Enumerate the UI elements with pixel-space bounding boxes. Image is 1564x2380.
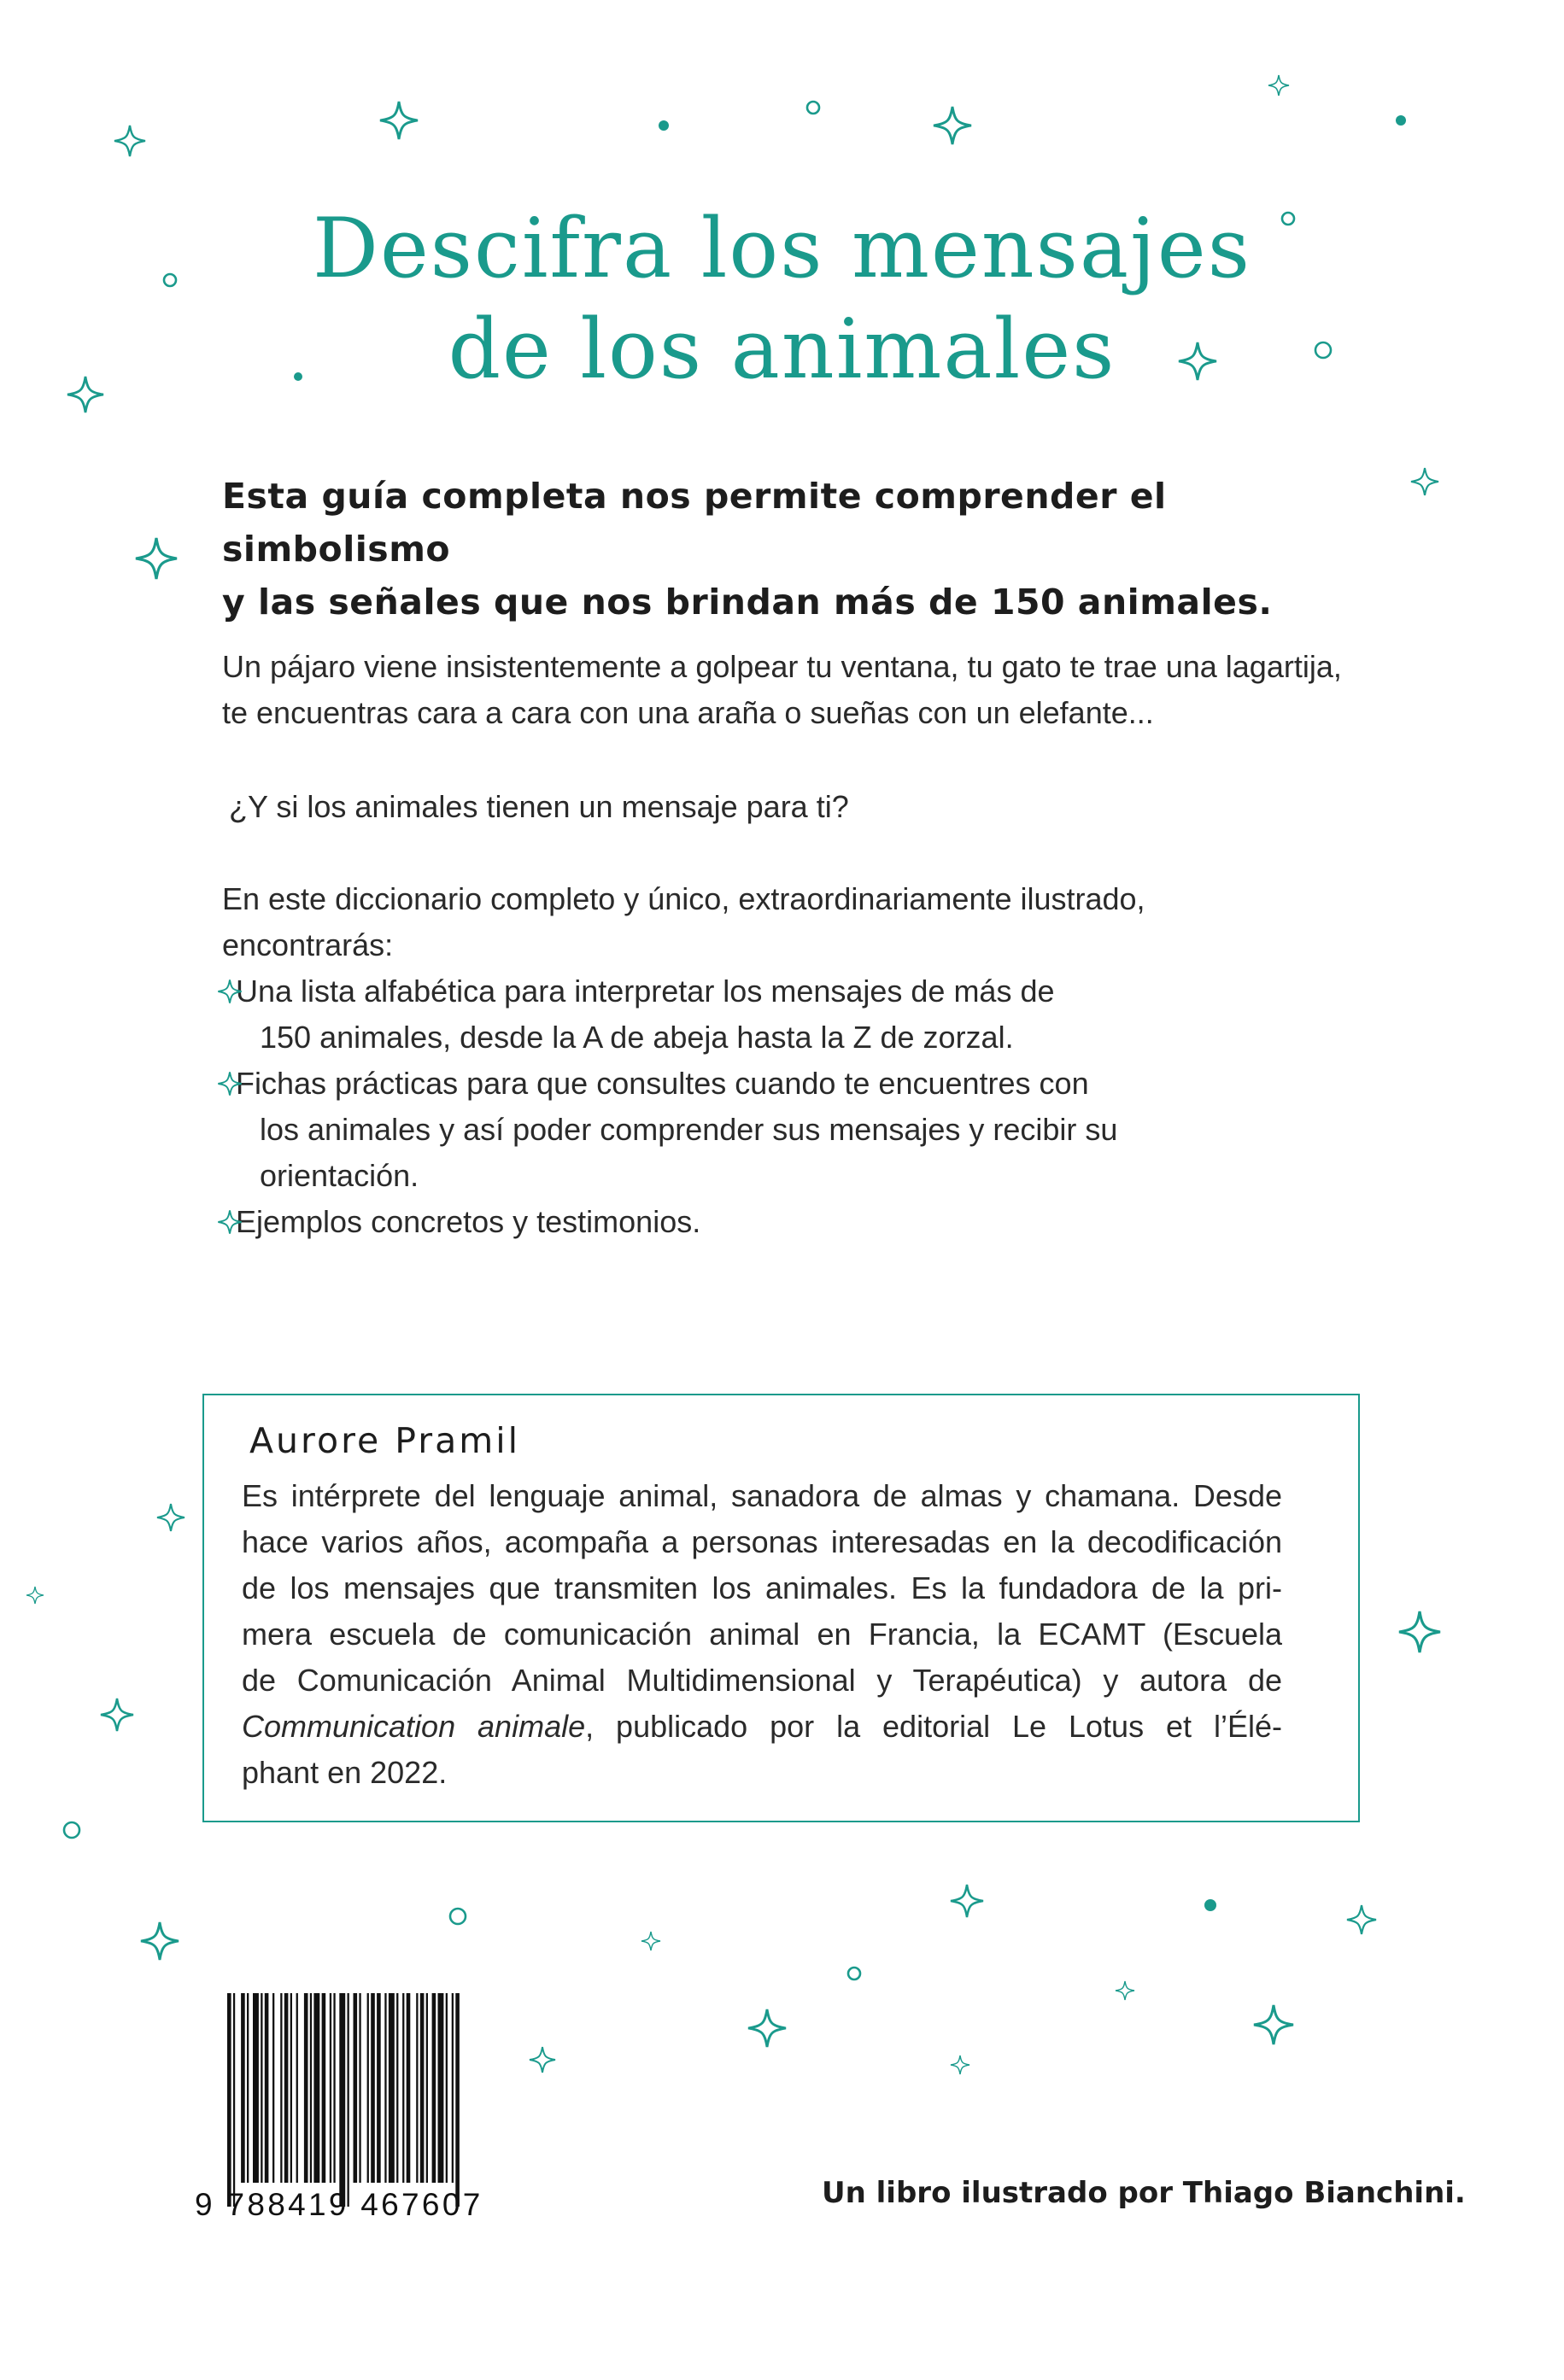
- barcode-bar: [290, 1993, 292, 2183]
- sparkle-icon: [141, 1922, 179, 1960]
- page-title: [0, 198, 1564, 400]
- lead-line-2: y las señales que nos brindan más de 150 animales.: [222, 582, 1273, 623]
- list-item: [196, 1061, 1221, 1199]
- barcode-bar: [265, 1993, 269, 2183]
- dot-icon: [1204, 1899, 1216, 1911]
- sparkle-icon: [934, 107, 971, 144]
- sparkle-icon: [217, 1071, 243, 1096]
- list-item-line: orientación.: [260, 1158, 419, 1193]
- book-title: Communication animale: [242, 1709, 586, 1744]
- barcode-bar: [446, 1993, 448, 2183]
- barcode-bar: [241, 1993, 245, 2183]
- author-bio-fragment: , publicado por la editorial Le Lotus et l’Élé-: [585, 1709, 1282, 1744]
- barcode-bar: [339, 1993, 345, 2207]
- sparkle-icon: [1399, 1611, 1440, 1652]
- sparkle-icon: [101, 1699, 133, 1731]
- barcode-bar: [261, 1993, 262, 2183]
- barcode-bar: [396, 1993, 398, 2183]
- dictionary-intro-line-2: encontrarás:: [222, 927, 394, 962]
- barcode-bar: [389, 1993, 395, 2183]
- barcode-bar: [452, 1993, 454, 2183]
- feature-list: [196, 968, 1221, 1245]
- list-item-line: 150 animales, desde la A de abeja hasta la Z de zorzal.: [260, 1020, 1014, 1055]
- barcode-bar: [233, 1993, 235, 2207]
- sparkle-icon: [380, 102, 418, 139]
- sparkle-icon: [641, 1932, 660, 1950]
- barcode-bar: [402, 1993, 404, 2183]
- dictionary-intro-line-1: En este diccionario completo y único, extraordinariamente ilustrado,: [222, 881, 1145, 916]
- barcode-bar: [371, 1993, 375, 2183]
- sparkle-icon: [26, 1587, 44, 1604]
- barcode-bar: [455, 1993, 460, 2207]
- intro-paragraph: Un pájaro viene insistentemente a golpear tu ventana, tu gato te trae una lagartija, te encuentras cara a cara con una araña o sueñas con un elefante...: [222, 649, 1342, 730]
- author-bio: [242, 1473, 1282, 1796]
- list-item: [196, 968, 1221, 1061]
- barcode-bar: [280, 1993, 282, 2183]
- list-item-line: Ejemplos concretos y testimonios.: [236, 1204, 701, 1239]
- ring-icon: [807, 102, 819, 114]
- sparkle-icon: [1254, 2005, 1293, 2044]
- author-bio-line: de Comunicación Animal Multidimensional y Terapéutica) y autora de: [242, 1663, 1282, 1698]
- barcode-bar: [247, 1993, 249, 2183]
- dictionary-intro: [222, 876, 1418, 968]
- sparkle-icon: [1116, 1981, 1134, 2000]
- sparkle-icon: [217, 1209, 243, 1235]
- sparkle-icon: [1347, 1905, 1376, 1934]
- barcode-bar: [284, 1993, 289, 2183]
- barcode-bar: [304, 1993, 308, 2183]
- barcode-bar: [438, 1993, 444, 2183]
- author-name: Aurore Pramil: [249, 1420, 520, 1461]
- barcode-bar: [377, 1993, 381, 2183]
- list-item-line: los animales y así poder comprender sus mensajes y recibir su: [260, 1112, 1118, 1147]
- author-bio-line: mera escuela de comunicación animal en Francia, la ECAMT (Escuela: [242, 1617, 1282, 1652]
- barcode-bar: [367, 1993, 369, 2183]
- dot-icon: [659, 120, 669, 131]
- ring-icon: [450, 1909, 466, 1924]
- ring-icon: [848, 1968, 860, 1979]
- barcode-bar: [227, 1993, 231, 2207]
- list-item: [196, 1199, 1221, 1245]
- author-bio-line: phant en 2022.: [242, 1755, 448, 1790]
- sparkle-icon: [748, 2009, 786, 2047]
- barcode-bar: [432, 1993, 436, 2183]
- list-item-line: Una lista alfabética para interpretar los mensajes de más de: [236, 974, 1055, 1009]
- ring-icon: [64, 1822, 79, 1838]
- dot-icon: [1396, 115, 1406, 126]
- barcode-bar: [384, 1993, 386, 2183]
- barcode-bar: [333, 1993, 335, 2183]
- title-line-1: Descifra los mensajes: [313, 201, 1251, 296]
- isbn-number: 9 788419 467607: [195, 2187, 483, 2222]
- barcode-bar: [272, 1993, 274, 2183]
- barcode-bar: [330, 1993, 331, 2183]
- sparkle-icon: [114, 126, 145, 156]
- barcode-bar: [416, 1993, 418, 2183]
- sparkle-icon: [136, 538, 177, 579]
- barcode-bar: [296, 1993, 298, 2183]
- lead-text: [222, 470, 1401, 629]
- barcode-bar: [354, 1993, 358, 2183]
- sparkle-icon: [157, 1504, 185, 1531]
- barcode-bar: [313, 1993, 319, 2183]
- list-item-line: Fichas prácticas para que consultes cuando te encuentres con: [236, 1066, 1089, 1101]
- barcode-bar: [253, 1993, 259, 2183]
- barcode-bar: [407, 1993, 411, 2183]
- illustrator-credit: Un libro ilustrado por Thiago Bianchini.: [822, 2176, 1466, 2210]
- sparkle-icon: [217, 979, 243, 1004]
- author-bio-line: Es intérprete del lenguaje animal, sanadora de almas y chamana. Desde: [242, 1478, 1282, 1513]
- barcode-bar: [310, 1993, 312, 2183]
- barcode-bar: [426, 1993, 428, 2183]
- lead-line-1: Esta guía completa nos permite comprender el simbolismo: [222, 476, 1167, 570]
- barcode: [195, 1993, 519, 2215]
- sparkle-icon: [1268, 75, 1289, 96]
- sparkle-icon: [1411, 468, 1438, 495]
- barcode-bar: [348, 1993, 349, 2207]
- barcode-bar: [322, 1993, 326, 2183]
- sparkle-icon: [951, 1885, 983, 1917]
- author-bio-line: de los mensajes que transmiten los animales. Es la fundadora de la pri-: [242, 1570, 1282, 1605]
- sparkle-icon: [530, 2047, 555, 2073]
- barcode-bar: [359, 1993, 360, 2183]
- author-bio-line: hace varios años, acompaña a personas interesadas en la decodificación: [242, 1524, 1282, 1559]
- author-bio-line: [242, 1704, 1282, 1750]
- barcode-bar: [420, 1993, 425, 2183]
- title-line-2: de los animales: [448, 301, 1116, 397]
- sparkle-icon: [951, 2055, 969, 2074]
- question-paragraph: ¿Y si los animales tienen un mensaje para ti?: [229, 789, 849, 824]
